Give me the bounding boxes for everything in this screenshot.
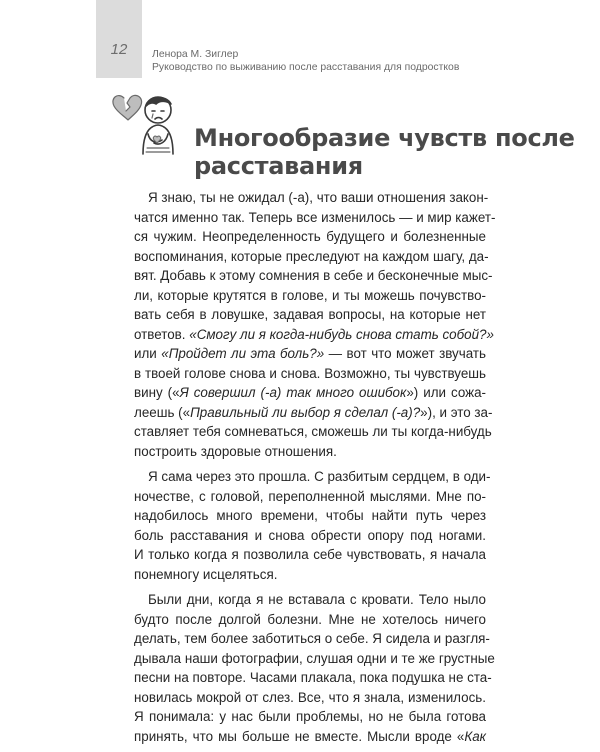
text-line: будто после долгой болезни. Мне не хотелось ничего: [134, 611, 486, 627]
body-text: [134, 188, 496, 752]
quote-fragment: Правильный ли выбор я сделал (-а)?: [190, 404, 421, 420]
text-line: ставляет тебя сомневаться, сможешь ли ты когда-нибудь: [134, 424, 492, 439]
text-fragment: принять, что мы больше не вместе. Мысли вроде «: [134, 728, 465, 744]
text-line: делать, тем более заботиться о себе. Я сидела и разгля-: [134, 631, 490, 646]
text-fragment: или: [134, 346, 157, 361]
text-line: воспоминания, которые преследуют на каждом шагу, да-: [134, 248, 489, 264]
text-line: надобилось много времени, чтобы найти путь через: [134, 508, 486, 523]
text-line: чатся именно так. Теперь все изменилось — и мир кажет-: [134, 209, 496, 225]
paragraph-1: [134, 188, 496, 461]
text-line: ся чужим. Неопределенность будущего и болезненные: [134, 229, 486, 244]
paragraph-2: [134, 467, 491, 584]
text-line: [134, 325, 494, 345]
quote-fragment: «Смогу ли я когда-нибудь снова стать собой?»: [189, 326, 494, 342]
text-line: песни на повторе. Часами плакала, пока подушка не ста-: [134, 670, 492, 685]
text-fragment: ») или сожа-: [406, 385, 486, 400]
text-line: [134, 383, 486, 403]
text-line: дывала наши фотографии, слушая одни и те же грустные: [134, 650, 495, 666]
text-line: понемногу исцеляться.: [134, 566, 278, 582]
text-fragment: — вот что может звучать: [328, 346, 486, 361]
text-fragment: ответов.: [134, 326, 186, 342]
running-header-author: Ленора М. Зиглер: [152, 49, 239, 60]
text-line: И только когда я позволила себе чувствовать, я начала: [134, 547, 486, 562]
text-line: Я знаю, ты не ожидал (-а), что ваши отношения закон-: [148, 190, 489, 205]
running-header-book-title: Руководство по выживанию после расставания для подростков: [152, 62, 460, 73]
page-number: 12: [110, 40, 128, 58]
text-line: вать себя в ловушке, задавая вопросы, на которые нет: [134, 307, 486, 322]
text-line: [134, 344, 486, 364]
text-line: Были дни, когда я не вставала с кровати. Тело ныло: [148, 592, 486, 607]
broken-heart-figure-icon: [110, 88, 196, 174]
text-line: Я сама через это прошла. С разбитым сердцем, в оди-: [148, 469, 491, 484]
text-line: вят. Добавь к этому сомнения в себе и бесконечные мыс-: [134, 268, 493, 283]
text-line: новилась мокрой от слез. Все, что я знала, изменилось.: [134, 689, 486, 705]
text-line: Я понимала: у нас были проблемы, но не была готова: [134, 709, 486, 724]
text-fragment: леешь («: [134, 404, 191, 420]
text-line: ночестве, с головой, переполненной мыслями. Мне по-: [134, 488, 486, 504]
chapter-title-line-2: расставания: [194, 152, 363, 180]
text-line: [134, 403, 493, 423]
text-line: [134, 727, 486, 747]
text-line: ли, которые крутятся в голове, и ты можешь почувство-: [134, 287, 486, 303]
quote-fragment: Я совершил (-а) так много ошибок: [179, 385, 407, 400]
paragraph-3: [134, 590, 495, 746]
chapter-title-line-1: Многообразие чувств после: [194, 124, 575, 152]
quote-fragment: Как: [464, 728, 486, 744]
text-fragment: »), и это за-: [420, 404, 493, 420]
page-number-tab: [96, 0, 142, 78]
text-fragment: вину («: [134, 385, 180, 400]
running-header: [152, 48, 459, 74]
quote-fragment: «Пройдет ли эта боль?»: [161, 346, 325, 361]
chapter-title: [194, 124, 575, 180]
text-line: боль расставания и снова обрести опору под ногами.: [134, 527, 486, 543]
text-line: в твоей голове снова и снова. Возможно, ты чувствуешь: [134, 365, 486, 381]
text-line: построить здоровые отношения.: [134, 443, 337, 459]
